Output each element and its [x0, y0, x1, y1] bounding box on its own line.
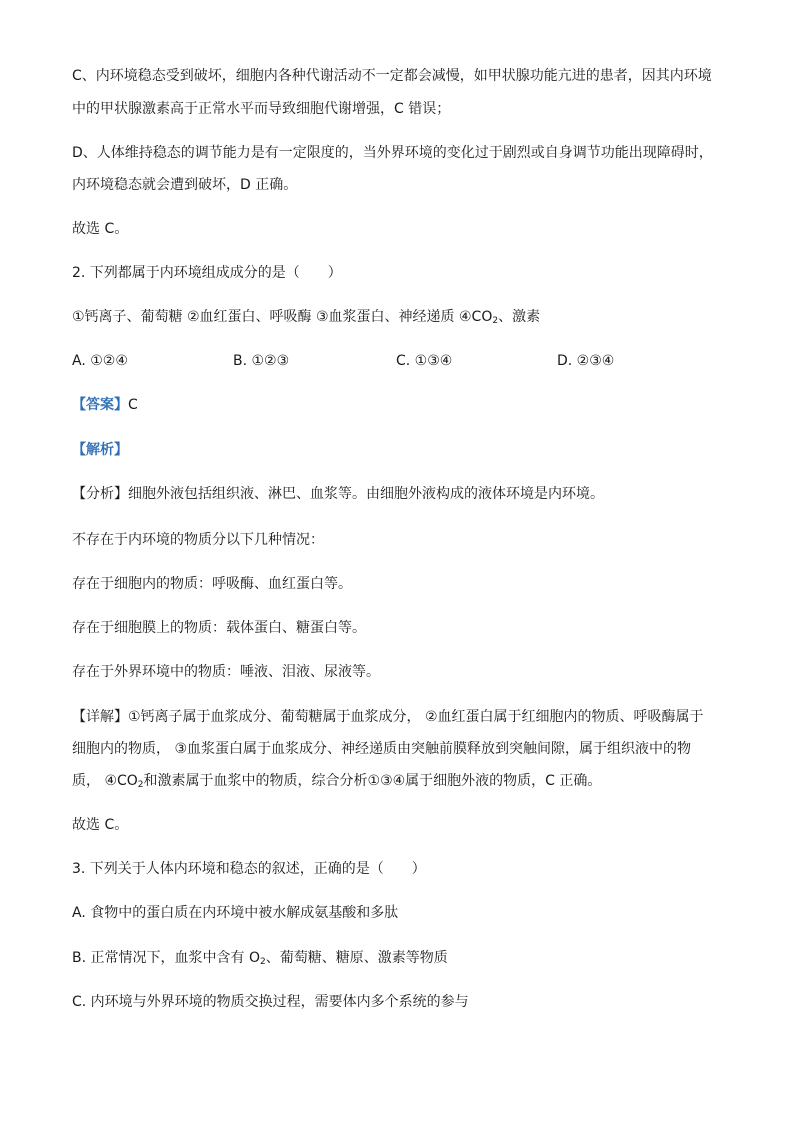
q1-c-line1: C、内环境稳态受到破坏，细胞内各种代谢活动不一定都会减慢，如甲状腺功能亢进的患者，因其内环境: [72, 68, 712, 84]
q2-case1: 存在于细胞内的物质：呼吸酶、血红蛋白等。: [72, 576, 352, 592]
q2-option-a: A. ①②④: [72, 353, 128, 369]
q3-b-tail: 、葡萄糖、糖原、激素等物质: [265, 950, 448, 966]
q2-items-text: ①钙离子、葡萄糖 ②血红蛋白、呼吸酶 ③血浆蛋白、神经递质 ④CO: [72, 309, 493, 325]
q3-b-head: B. 正常情况下，血浆中含有 O: [72, 950, 260, 966]
answer-value: C: [128, 397, 138, 413]
q2-stem: 2. 下列都属于内环境组成成分的是（ ）: [72, 265, 342, 281]
q2-option-b: B. ①②③: [233, 353, 290, 369]
q1-d-line1: D、人体维持稳态的调节能力是有一定限度的，当外界环境的变化过于剧烈或自身调节功能出现障碍时，: [72, 145, 713, 161]
xj-line3-tail: 和激素属于血浆中的物质，综合分析①③④属于细胞外液的物质，C 正确。: [143, 773, 602, 789]
q3-option-a: A. 食物中的蛋白质在内环境中被水解成氨基酸和多肽: [72, 905, 399, 921]
q2-option-d: D. ②③④: [557, 353, 615, 369]
q2-xiangjie-line3: [72, 771, 601, 791]
q3-option-b: [72, 948, 448, 968]
q3-option-c: C. 内环境与外界环境的物质交换过程，需要体内多个系统的参与: [72, 994, 469, 1010]
q3-stem: 3. 下列关于人体内环境和稳态的叙述，正确的是（ ）: [72, 861, 426, 877]
xiangjie-tag: 【详解】: [72, 709, 128, 725]
answer-tag: 【答案】: [72, 397, 128, 413]
xj-line3-head: 质， ④CO: [72, 773, 138, 789]
q2-items-tail: 、激素: [498, 309, 541, 325]
xj-line3-sub: 2: [137, 780, 144, 790]
q2-items: [72, 307, 540, 327]
q2-analysis-tag: 【解析】: [72, 442, 128, 458]
q2-option-c: C. ①③④: [396, 353, 453, 369]
fenxi-tag: 【分析】: [72, 486, 128, 502]
q2-xiangjie-line1: [72, 707, 704, 727]
q2-items-sub: 2: [492, 316, 499, 326]
q1-d-line2: 内环境稳态就会遭到破坏，D 正确。: [72, 177, 298, 193]
q3-b-sub: 2: [259, 957, 266, 967]
q2-conclusion: 故选 C。: [72, 817, 129, 833]
q2-case2: 存在于细胞膜上的物质：载体蛋白、糖蛋白等。: [72, 620, 366, 636]
q2-xiangjie-line2: 细胞内的物质， ③血浆蛋白属于血浆成分、神经递质由突触前膜释放到突触间隙，属于组织液中的物: [72, 741, 691, 757]
q2-case3: 存在于外界环境中的物质：唾液、泪液、尿液等。: [72, 664, 380, 680]
q2-fenxi: [72, 484, 604, 504]
fenxi-text: 细胞外液包括组织液、淋巴、血浆等。由细胞外液构成的液体环境是内环境。: [128, 486, 604, 502]
xiangjie-text: ①钙离子属于血浆成分、葡萄糖属于血浆成分， ②血红蛋白属于红细胞内的物质、呼吸酶属于: [128, 709, 704, 725]
q1-conclusion: 故选 C。: [72, 221, 129, 237]
q2-not-exist-intro: 不存在于内环境的物质分以下几种情况：: [72, 532, 324, 548]
q1-c-line2: 中的甲状腺激素高于正常水平而导致细胞代谢增强，C 错误；: [72, 101, 451, 117]
q2-answer: [72, 395, 138, 415]
